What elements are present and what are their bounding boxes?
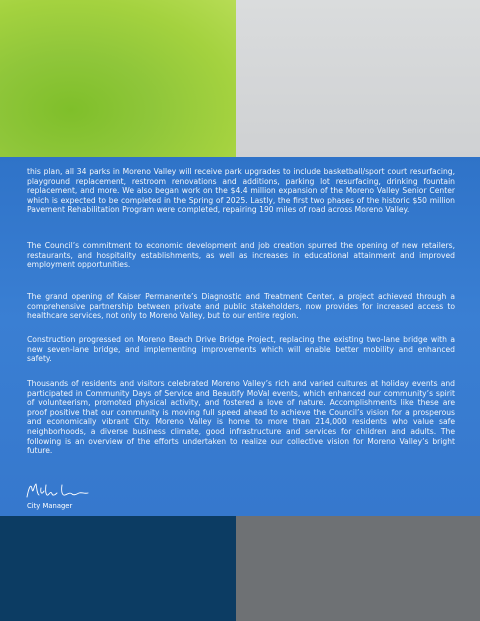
paragraph-bridge-project: Construction progressed on Moreno Beach Drive Bridge Project, replacing the existing two-lane bridge with a new seven-lane bridge, and implementing improvements which will enable better mobility and enhanced safety. xyxy=(27,335,455,364)
signature-icon xyxy=(24,479,94,501)
paragraph-parks-upgrades: this plan, all 34 parks in Moreno Valley will receive park upgrades to include basketball/sport court resurfacing, playground replacement, restroom renovations and additions, parking lot resurfacing, drinking fountain replacement, and more. We also began work on the $4.4 million expansion of the Moreno Valley Senior Center which is expected to be completed in the Spring of 2025. Lastly, the first two phases of the historic $50 million Pavement Rehabilitation Program were completed, repairing 190 miles of road across Moreno Valley. xyxy=(27,167,455,215)
paragraph-kaiser-center: The grand opening of Kaiser Permanente’s Diagnostic and Treatment Center, a project achieved through a comprehensive partnership between private and public stakeholders, now provides for increased access to healthcare services, not only to Moreno Valley, but to our entire region. xyxy=(27,292,455,321)
signature-title: City Manager xyxy=(27,502,73,510)
decorative-gray-tile-bottom xyxy=(236,516,480,621)
paragraph-economic-development: The Council’s commitment to economic development and job creation spurred the opening of new retailers, restaurants, and hospitality establishments, as well as increases in educational attainment and improved employment opportunities. xyxy=(27,241,455,270)
paragraph-community-events: Thousands of residents and visitors celebrated Moreno Valley’s rich and varied cultures at holiday events and participated in Community Days of Service and Beautify MoVal events, which enhanced our community’s spirit of volunteerism, promoted physical activity, and fostered a love of nature. Accomplishments like these are proof positive that our community is moving full speed ahead to achieve the Council’s vision for a prosperous and economically vibrant City. Moreno Valley is home to more than 214,000 residents who value safe neighborhoods, a diverse business climate, good infrastructure and services for children and adults. The following is an overview of the efforts undertaken to realize our collective vision for Moreno Valley’s bright future. xyxy=(27,379,455,456)
decorative-green-photo-tile xyxy=(0,0,236,157)
decorative-navy-tile xyxy=(0,516,236,621)
letter-content-panel xyxy=(0,157,480,516)
decorative-gray-tile-top xyxy=(236,0,480,157)
